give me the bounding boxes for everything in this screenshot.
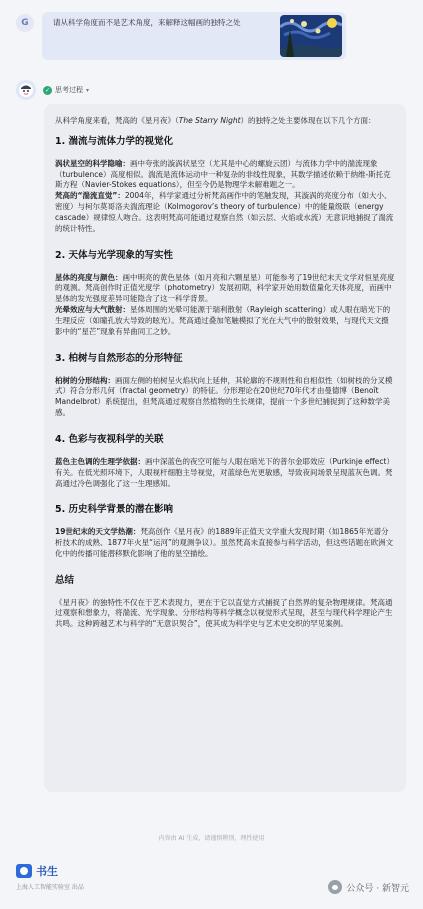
chevron-down-icon: ▾ (86, 86, 90, 94)
footer-brand (16, 863, 84, 891)
section-paragraph (55, 598, 395, 631)
user-message-text: 请从科学角度而不是艺术角度，来解释这幅画的独特之处 (53, 18, 241, 27)
intro-title: The Starry Night (178, 116, 241, 125)
para-lead: 涡状星空的科学隐喻： (55, 158, 130, 168)
para-lead: 星体的亮度与颜色： (55, 272, 123, 282)
para-lead: 梵高的“湍流直觉”： (55, 191, 125, 201)
thinking-label: 思考过程 (55, 86, 83, 94)
answer-intro (55, 116, 395, 127)
assistant-header (16, 80, 89, 100)
para-text: 《星月夜》的独特性不仅在于艺术表现力，更在于它以直觉方式捕捉了自然界的复杂物理规律。梵高通过观察和想象力，将湍流、光学现象、分形结构等科学概念以视觉形式呈现，甚至与现代科学理论产生共鸣。这种跨越艺术与科学的“无意识契合”，使其成为科学史与艺术史交织的罕见案例。 (55, 597, 393, 629)
section-paragraph (55, 273, 395, 306)
section-paragraph (55, 159, 395, 192)
para-lead: 19世纪末的天文学热潮： (55, 527, 141, 537)
section-title: 5. 历史科学背景的潜在影响 (55, 504, 174, 516)
starry-night-thumbnail[interactable] (280, 15, 342, 57)
section-paragraph (55, 191, 395, 235)
ai-disclaimer: 内容由 AI 生成，请谨慎辨别，理性使用 (158, 835, 265, 842)
para-lead: 柏树的分形结构： (55, 375, 115, 385)
para-text: 画面左侧的柏树呈火焰状向上延伸，其轮廓的不规则性和自相似性（如树枝的分叉模式）符合分形几何（fractal geometry）的特征。分形理论在20世纪70年代才由曼德博（Benoît Mandelbrot）系统提出，但梵高通过观察自然植物的生长规律，提前一个多世纪捕捉到了这种数学美感。 (55, 375, 393, 418)
brand-logo-icon (16, 864, 32, 878)
section-paragraph (55, 376, 395, 420)
assistant-answer (44, 104, 406, 792)
para-lead: 蓝色主色调的生理学依据： (55, 456, 145, 466)
section-title: 总结 (55, 574, 75, 586)
para-lead: 光晕效应与大气散射： (55, 305, 130, 315)
section-title: 4. 色彩与夜视科学的关联 (55, 434, 164, 446)
section-paragraph (55, 457, 395, 490)
para-text: 梵高创作《星月夜》的1889年正值天文学重大发现时期（如1865年光谱分析技术的成熟、1877年火星“运河”的观测争议）。虽然梵高未直接参与科学活动，但这些话题在欧洲文化中的传播可能潜移默化影响了他的星空描绘。 (55, 527, 394, 558)
para-text: 画中深蓝色的夜空可能与人眼在暗光下的普尔金耶效应（Purkinje effect）有关。在低光照环境下，人眼视杆细胞主导视觉，对蓝绿色光更敏感，导致夜间场景呈现蓝灰色调。梵高通过冷色调强化了这一生理感知。 (55, 456, 394, 488)
user-message-bubble (42, 12, 346, 60)
brand-name: 书生 (36, 865, 58, 878)
para-text: 画中明亮的黄色星体（如月亮和六颗星星）可能参考了19世纪末天文学对恒星亮度的观测。梵高创作时正值光度学（photometry）发展初期，科学家开始用数值量化天体亮度，而画中星体的发光强度差异可能隐含了这一科学背景。 (55, 272, 395, 304)
intro-text-a: 从科学角度来看，梵高的《星月夜》（ (55, 116, 179, 125)
assistant-avatar (16, 80, 36, 100)
para-text: 画中夸张的漩涡状星空（尤其是中心的螺旋云团）与流体力学中的湍流现象（turbulence）高度相似。湍流是流体运动中一种复杂的非线性现象，其数学描述依赖于纳维-斯托克斯方程（Navier-Stokes equations），但至今仍是物理学未解难题之一。 (55, 158, 391, 190)
user-message-row (16, 12, 411, 62)
wechat-watermark (328, 880, 409, 894)
intro-text-b: ）的独特之处主要体现在以下几个方面： (240, 116, 376, 125)
wechat-icon (328, 880, 342, 894)
watermark-text: 公众号 · 新智元 (346, 883, 409, 894)
section-title: 3. 柏树与自然形态的分形特征 (55, 352, 183, 364)
check-icon: ✓ (44, 86, 51, 94)
brand-logo (16, 863, 84, 879)
user-avatar: G (16, 14, 34, 32)
para-text: 星体周围的光晕可能源于瑞利散射（Rayleigh scattering）或人眼在暗光下的生理反应（如瞳孔放大导致的眩光）。梵高通过叠加笔触模拟了光在大气中的散射效果，与现代天文摄影中的“星芒”现象有异曲同工之妙。 (55, 305, 391, 336)
brand-org: 上海人工智能实验室 出品 (16, 884, 84, 891)
thinking-process-toggle[interactable] (43, 85, 89, 95)
section-title: 1. 湍流与流体力学的视觉化 (55, 135, 174, 147)
section-paragraph (55, 527, 395, 560)
section-title: 2. 天体与光学现象的写实性 (55, 249, 174, 261)
para-text: 2004年，科学家通过分析梵高画作中的笔触发现，其漩涡的亮度分布（如大小、密度）与柯尔莫哥洛夫湍流理论（Kolmogorov’s theory of turbulence）中的能量级联（energy cascade）规律惊人吻合。这表明梵高可能通过观察自然（如云层、火焰或水流）无意识地捕捉了湍流的统计特性。 (55, 191, 394, 233)
section-paragraph (55, 305, 395, 338)
